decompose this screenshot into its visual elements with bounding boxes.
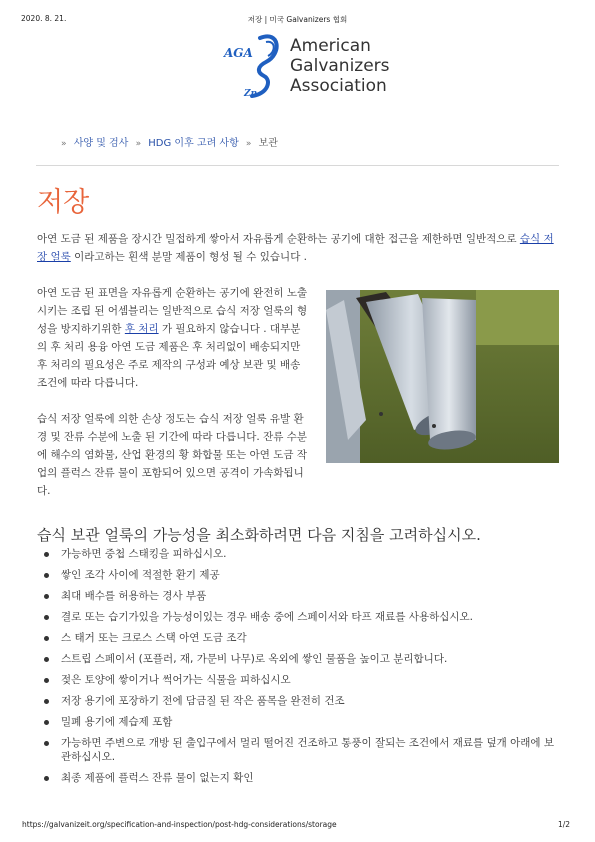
list-item [37, 652, 560, 666]
bullet-icon [44, 699, 49, 704]
list-item [37, 610, 560, 624]
intro-text-2: 이라고하는 흰색 분말 제품이 형성 될 수 있습니다 . [70, 251, 308, 263]
list-item [37, 568, 560, 582]
bullet-icon [44, 720, 49, 725]
logo-mark-bottom: Zn [244, 89, 258, 99]
list-item-text: 스 태거 또는 크로스 스택 아연 도금 조각 [61, 632, 247, 644]
paragraph-post-treatment [37, 284, 309, 392]
para1-text-1: 아연 도금 된 표면을 자유롭게 순환하는 공기에 완전히 노출시키는 조립 된 어셈블리는 일반적으로 습식 저장 얼룩의 형성을 방지하기위한 [37, 287, 308, 335]
list-item-text: 젖은 토양에 쌓이거나 썩어가는 식물을 피하십시오 [61, 674, 291, 686]
bullet-icon [44, 636, 49, 641]
bullet-icon [44, 594, 49, 599]
list-item [37, 715, 560, 729]
post-treatment-link[interactable]: 후 처리 [124, 323, 159, 335]
breadcrumb-current: 보관 [258, 138, 278, 149]
list-item-text: 쌓인 조각 사이에 적절한 환기 제공 [61, 569, 220, 581]
divider [36, 165, 559, 166]
list-item [37, 736, 560, 764]
logo-line-1: American [290, 36, 371, 56]
list-item [37, 694, 560, 708]
breadcrumb-link-spec[interactable]: 사양 및 검사 [73, 138, 129, 149]
list-item [37, 771, 560, 785]
bullet-icon [44, 776, 49, 781]
logo-wordmark [290, 36, 390, 96]
bullet-icon [44, 678, 49, 683]
list-item [37, 547, 560, 561]
bullet-icon [44, 573, 49, 578]
print-page-number: 1/2 [558, 820, 571, 829]
paragraph-damage: 습식 저장 얼룩에 의한 손상 정도는 습식 저장 얼룩 유발 환경 및 잔류 수분에 노출 된 기간에 따라 다릅니다. 잔류 수분에 해수의 염화물, 산업 환경의 황 화합물 또는 아연 도금 작업의 플럭스 잔류 물이 포함되어 있으면 공격이 가속화됩니다. [37, 413, 308, 497]
list-item-text: 가능하면 중첩 스태킹을 피하십시오. [61, 548, 227, 560]
intro-text-1: 아연 도금 된 제품을 장시간 밀접하게 쌓아서 자유롭게 순환하는 공기에 대한 접근을 제한하면 일반적으로 [37, 233, 520, 245]
galvanized-pipes-photo [326, 290, 559, 463]
bullet-icon [44, 741, 49, 746]
para1-text-2: 가 필요하지 않습니다 . 대부분의 후 처리 용융 아연 도금 제품은 후 처리없이 배송되지만 후 처리의 필요성은 주로 제작의 구성과 예상 보관 및 배송 조건에 따라 다릅니다. [37, 323, 301, 389]
print-header-title: 저장 | 미국 Galvanizers 협회 [247, 15, 348, 24]
guidelines-list [37, 547, 560, 792]
logo-line-2: Galvanizers [290, 56, 390, 76]
bullet-icon [44, 615, 49, 620]
list-item [37, 631, 560, 645]
list-item-text: 결로 또는 습기가있을 가능성이있는 경우 배송 중에 스페이서와 타프 재료를 사용하십시오. [61, 611, 474, 623]
guidelines-heading: 습식 보관 얼룩의 가능성을 최소화하려면 다음 지침을 고려하십시오. [37, 526, 481, 544]
print-date: 2020. 8. 21. [21, 14, 67, 23]
breadcrumb-separator: » [245, 139, 252, 149]
list-item-text: 최종 제품에 플럭스 잔류 물이 없는지 확인 [61, 772, 254, 784]
breadcrumb-link-post-hdg[interactable]: HDG 이후 고려 사항 [148, 138, 239, 149]
breadcrumb [57, 134, 278, 149]
list-item [37, 589, 560, 603]
list-item-text: 밀폐 용기에 제습제 포함 [61, 716, 173, 728]
body-column [37, 284, 309, 518]
bullet-icon [44, 552, 49, 557]
list-item-text: 가능하면 주변으로 개방 된 출입구에서 멀리 떨어진 건조하고 통풍이 잘되는 조건에서 재료를 덮개 아래에 보관하십시오. [61, 737, 555, 763]
logo-line-3: Association [290, 76, 387, 96]
list-item-text: 저장 용기에 포장하기 전에 담금질 된 작은 품목을 완전히 건조 [61, 695, 345, 707]
wet-storage-stain-link[interactable]: 습식 저장 얼룩 [37, 233, 554, 263]
list-item-text: 최대 배수를 허용하는 경사 부품 [61, 590, 207, 602]
list-item [37, 673, 560, 687]
breadcrumb-separator: » [135, 139, 142, 149]
intro-paragraph [37, 230, 560, 266]
breadcrumb-separator: » [61, 139, 67, 149]
page-title: 저장 [37, 187, 90, 218]
print-footer-url: https://galvanizeit.org/specification-and-inspection/post-hdg-considerations/storage [22, 820, 337, 829]
logo-mark-top: AGA [224, 46, 253, 60]
bullet-icon [44, 657, 49, 662]
list-item-text: 스트립 스페이서 (포플러, 재, 가문비 나무)로 옥외에 쌓인 물품을 높이고 분리합니다. [61, 653, 448, 665]
